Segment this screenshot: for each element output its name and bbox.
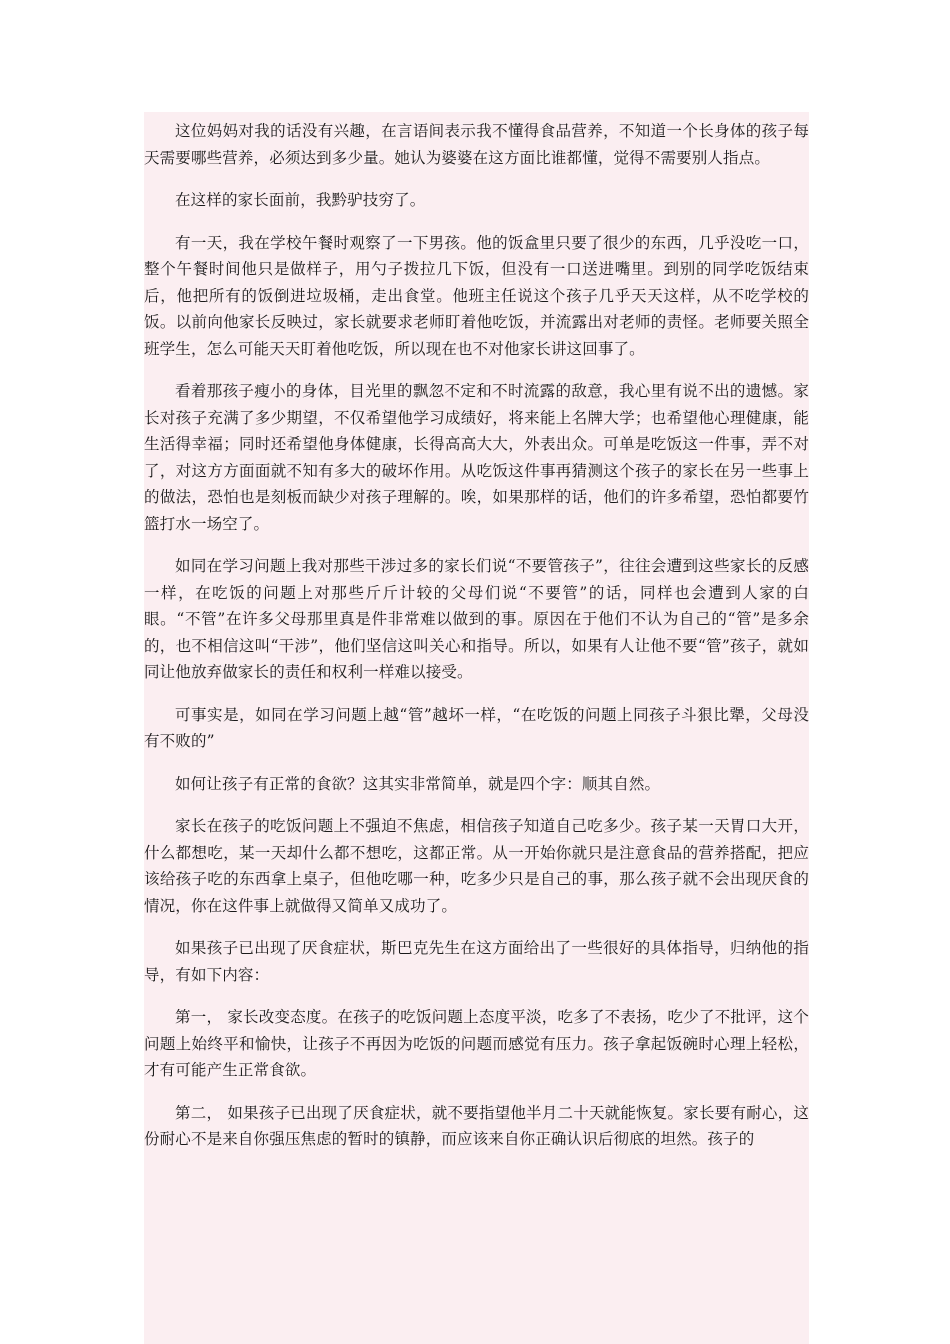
paragraph-9: 如果孩子已出现了厌食症状，斯巴克先生在这方面给出了一些很好的具体指导，归纳他的指导，有如下内容： — [144, 939, 809, 984]
paragraph-7: 如何让孩子有正常的食欲？这其实非常简单，就是四个字：顺其自然。 — [175, 774, 661, 793]
paragraph-5: 如同在学习问题上我对那些干涉过多的家长们说“不要管孩子”，往往会遭到这些家长的反感一样，在吃饭的问题上对那些斤斤计较的父母们说“不要管”的话，同样也会遭到人家的白眼。“不管”在许多父母那里真是件非常难以做到的事。原因在于他们不认为自己的“管”是多余的，也不相信这叫“干涉”，他们坚信这叫关心和指导。所以，如果有人让他不要“管”孩子，就如同让他放弃做家长的责任和权利一样难以接受。 — [144, 557, 809, 681]
paragraph-3: 有一天，我在学校午餐时观察了一下男孩。他的饭盒里只要了很少的东西，几乎没吃一口，整个午餐时间他只是做样子，用勺子拨拉几下饭，但没有一口送进嘴里。到别的同学吃饭结束后，他把所有的饭倒进垃圾桶，走出食堂。他班主任说这个孩子几乎天天这样，从不吃学校的饭。以前向他家长反映过，家长就要求老师盯着他吃饭，并流露出对老师的责怪。老师要关照全班学生，怎么可能天天盯着他吃饭，所以现在也不对他家长讲这回事了。 — [144, 233, 809, 358]
paragraph-1: 这位妈妈对我的话没有兴趣，在言语间表示我不懂得食品营养，不知道一个长身体的孩子每天需要哪些营养，必须达到多少量。她认为婆婆在这方面比谁都懂，觉得不需要别人指点。 — [144, 122, 809, 167]
document-body — [144, 112, 809, 1153]
paragraph-2: 在这样的家长面前，我黔驴技穷了。 — [175, 191, 426, 209]
paragraph-11: 第二， 如果孩子已出现了厌食症状，就不要指望他半月二十天就能恢复。家长要有耐心，这份耐心不是来自你强压焦虑的暂时的镇静，而应该来自你正确认识后彻底的坦然。孩子的 — [144, 1103, 809, 1148]
paragraph-6: 可事实是，如同在学习问题上越“管”越坏一样，“在吃饭的问题上同孩子斗狠比犟，父母没有不败的” — [144, 705, 809, 750]
paragraph-10: 第一， 家长改变态度。在孩子的吃饭问题上态度平淡，吃多了不表扬，吃少了不批评，这个问题上始终平和愉快，让孩子不再因为吃饭的问题而感觉有压力。孩子拿起饭碗时心理上轻松，才有可能产生正常食欲。 — [144, 1008, 809, 1079]
paragraph-8: 家长在孩子的吃饭问题上不强迫不焦虑，相信孩子知道自己吃多少。孩子某一天胃口大开，什么都想吃，某一天却什么都不想吃，这都正常。从一开始你就只是注意食品的营养搭配，把应该给孩子吃的东西拿上桌子，但他吃哪一种，吃多少只是自己的事，那么孩子就不会出现厌食的情况，你在这件事上就做得又简单又成功了。 — [144, 817, 809, 915]
document-page — [144, 112, 809, 1344]
paragraph-4: 看着那孩子瘦小的身体，目光里的飘忽不定和不时流露的敌意，我心里有说不出的遗憾。家长对孩子充满了多少期望，不仅希望他学习成绩好，将来能上名牌大学；也希望他心理健康，能生活得幸福；同时还希望他身体健康，长得高高大大，外表出众。可单是吃饭这一件事，弄不对了，对这方方面面就不知有多大的破坏作用。从吃饭这件事再猜测这个孩子的家长在另一些事上的做法，恐怕也是刻板而缺少对孩子理解的。唉，如果那样的话，他们的许多希望，恐怕都要竹篮打水一场空了。 — [144, 382, 809, 533]
